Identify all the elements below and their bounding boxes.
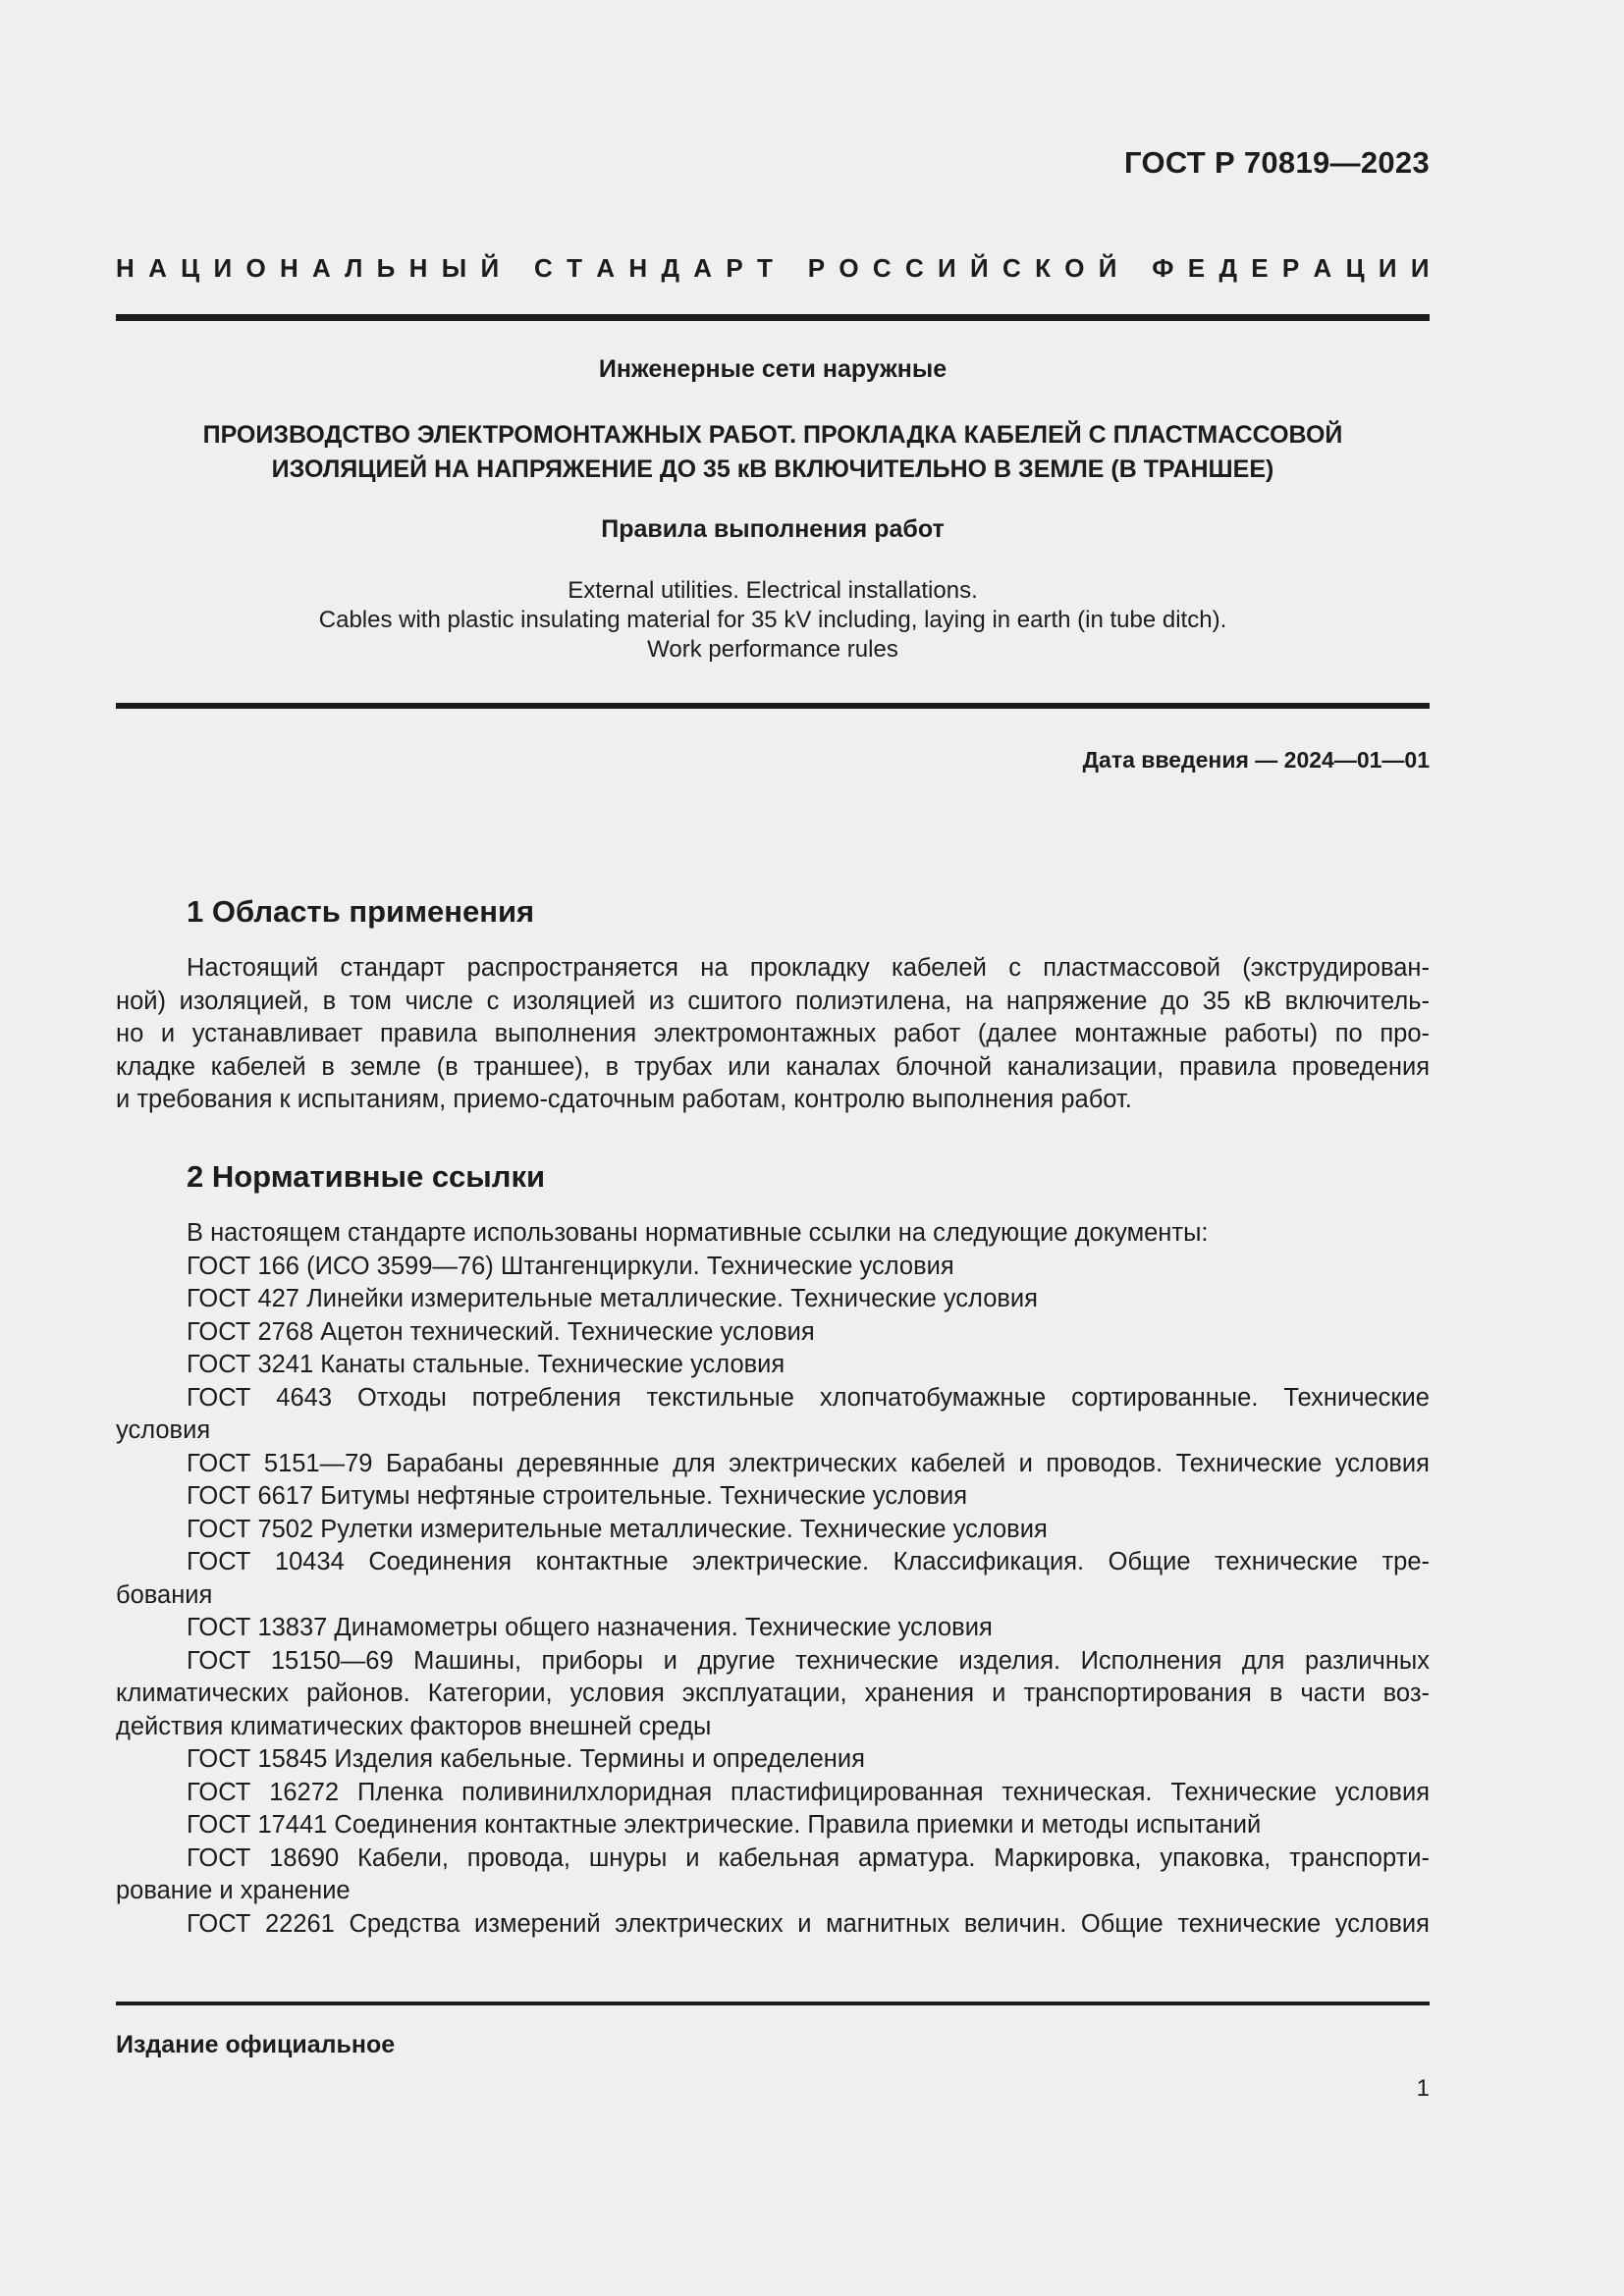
banner-letter: Й bbox=[970, 253, 989, 283]
banner-letter: И bbox=[1378, 253, 1397, 283]
reference-line: ГОСТ 16272 Пленка поливинилхлоридная пластифицированная техническая. Технические условия bbox=[187, 1778, 1430, 1806]
banner-letter: Е bbox=[1187, 253, 1206, 283]
banner-letter: Ф bbox=[1152, 253, 1174, 283]
reference-line: ГОСТ 22261 Средства измерений электрических и магнитных величин. Общие технические условия bbox=[187, 1909, 1430, 1938]
reference-line: ГОСТ 15150—69 Машины, приборы и другие технические изделия. Исполнения для различных bbox=[187, 1646, 1430, 1675]
reference-line: ГОСТ 17441 Соединения контактные электрические. Правила приемки и методы испытаний bbox=[187, 1811, 1262, 1839]
banner-letter: А bbox=[312, 253, 331, 283]
banner-space bbox=[513, 253, 519, 284]
paragraph-line: но и устанавливает правила выполнения электромонтажных работ (далее монтажные работы) по про- bbox=[116, 1020, 1430, 1047]
english-title-line: Work performance rules bbox=[647, 636, 898, 663]
banner-letter: С bbox=[872, 253, 892, 283]
banner-letter: Т bbox=[756, 253, 773, 283]
reference-line: ГОСТ 166 (ИСО 3599—76) Штангенциркули. Технические условия bbox=[187, 1252, 954, 1280]
reference-line: условия bbox=[116, 1416, 211, 1444]
banner-letter: Н bbox=[408, 253, 428, 283]
reference-line: действия климатических факторов внешней среды bbox=[116, 1712, 712, 1740]
paragraph-line: Настоящий стандарт распространяется на прокладку кабелей с пластмассовой (экструдирован- bbox=[187, 954, 1430, 982]
banner-letter: К bbox=[1035, 253, 1051, 283]
document-page bbox=[116, 0, 1430, 2296]
paragraph-line: ной) изоляцией, в том числе с изоляцией из сшитого полиэтилена, на напряжение до 35 кВ включитель- bbox=[116, 987, 1430, 1015]
banner-letter: И bbox=[938, 253, 956, 283]
reference-line: бования bbox=[116, 1580, 213, 1609]
banner-letter: Ь bbox=[376, 253, 396, 283]
banner-letter: О bbox=[245, 253, 266, 283]
reference-line: ГОСТ 2768 Ацетон технический. Технические условия bbox=[187, 1317, 815, 1346]
banner-letter: Ц bbox=[1345, 253, 1365, 283]
reference-line: ГОСТ 10434 Соединения контактные электрические. Классификация. Общие технические тре- bbox=[187, 1548, 1430, 1575]
reference-line: ГОСТ 3241 Канаты стальные. Технические условия bbox=[187, 1351, 785, 1378]
reference-line: ГОСТ 18690 Кабели, провода, шнуры и кабельная арматура. Маркировка, упаковка, транспорти- bbox=[187, 1843, 1430, 1872]
banner-letter: О bbox=[1064, 253, 1085, 283]
normative-references-list bbox=[116, 1217, 1430, 1941]
reference-line: ГОСТ 7502 Рулетки измерительные металлические. Технические условия bbox=[187, 1515, 1048, 1543]
banner-letter: Д bbox=[1218, 253, 1237, 283]
reference-line: климатических районов. Категории, условия эксплуатации, хранения и транспортирования в части воз- bbox=[116, 1680, 1430, 1707]
banner-space bbox=[1131, 253, 1138, 284]
banner-letter: А bbox=[148, 253, 167, 283]
section-1-heading: 1 Область применения bbox=[187, 894, 535, 929]
english-title bbox=[116, 576, 1430, 665]
section-1-paragraph bbox=[116, 952, 1430, 1117]
introduction-date: Дата введения — 2024—01—01 bbox=[1082, 747, 1430, 773]
banner-letter: Ц bbox=[181, 253, 200, 283]
banner-letter: Ы bbox=[441, 253, 467, 283]
top-divider bbox=[116, 314, 1430, 321]
banner-letter: Р bbox=[726, 253, 743, 283]
paragraph-line: кладке кабелей в земле (в траншее), в трубах или каналах блочной канализации, правила проведения bbox=[116, 1052, 1430, 1081]
reference-line: ГОСТ 15845 Изделия кабельные. Термины и определения bbox=[187, 1745, 865, 1773]
banner-letter: Д bbox=[661, 253, 679, 283]
reference-line: ГОСТ 6617 Битумы нефтяные строительные. Технические условия bbox=[187, 1482, 968, 1510]
document-title-line: ИЗОЛЯЦИЕЙ НА НАПРЯЖЕНИЕ ДО 35 кВ ВКЛЮЧИТЕЛЬНО В ЗЕМЛЕ (В ТРАНШЕЕ) bbox=[271, 455, 1274, 483]
banner-space bbox=[786, 253, 793, 284]
banner-letter: Н bbox=[279, 253, 298, 283]
banner-letter: Е bbox=[1251, 253, 1269, 283]
national-standard-banner bbox=[116, 253, 1430, 284]
banner-letter: С bbox=[534, 253, 553, 283]
reference-line: ГОСТ 13837 Динамометры общего назначения. Технические условия bbox=[187, 1614, 993, 1641]
document-title-line: ПРОИЗВОДСТВО ЭЛЕКТРОМОНТАЖНЫХ РАБОТ. ПРОКЛАДКА КАБЕЛЕЙ С ПЛАСТМАССОВОЙ bbox=[202, 421, 1343, 449]
banner-letter: С bbox=[904, 253, 924, 283]
document-subtitle: Правила выполнения работ bbox=[601, 515, 945, 543]
document-category: Инженерные сети наружные bbox=[598, 355, 947, 383]
banner-letter: Л bbox=[345, 253, 363, 283]
reference-line: В настоящем стандарте использованы нормативные ссылки на следующие документы: bbox=[187, 1219, 1209, 1247]
banner-letter: О bbox=[839, 253, 859, 283]
banner-letter: Й bbox=[480, 253, 500, 283]
banner-letter: С bbox=[1002, 253, 1021, 283]
banner-letter: Р bbox=[1281, 253, 1300, 283]
document-code: ГОСТ Р 70819—2023 bbox=[1124, 145, 1430, 180]
banner-letter: Н bbox=[116, 253, 135, 283]
banner-letter: И bbox=[213, 253, 233, 283]
page-number: 1 bbox=[1416, 2075, 1430, 2102]
banner-letter: А bbox=[1313, 253, 1332, 283]
section-2-heading: 2 Нормативные ссылки bbox=[187, 1159, 546, 1194]
official-edition-label: Издание официальное bbox=[116, 2031, 396, 2058]
reference-line: рование и хранение bbox=[116, 1877, 351, 1904]
paragraph-line: и требования к испытаниям, приемо-сдаточным работам, контролю выполнения работ. bbox=[116, 1086, 1132, 1113]
banner-letter: Й bbox=[1098, 253, 1117, 283]
banner-letter: Т bbox=[567, 253, 582, 283]
banner-letter: А bbox=[596, 253, 616, 283]
english-title-line: External utilities. Electrical installations. bbox=[568, 577, 978, 604]
banner-letter: И bbox=[1410, 253, 1430, 283]
reference-line: ГОСТ 4643 Отходы потребления текстильные хлопчатобумажные сортированные. Технические bbox=[187, 1383, 1430, 1412]
title-divider bbox=[116, 703, 1430, 709]
footer-divider bbox=[116, 2002, 1430, 2005]
reference-line: ГОСТ 5151—79 Барабаны деревянные для электрических кабелей и проводов. Технические условия bbox=[187, 1449, 1430, 1477]
banner-letter: Р bbox=[807, 253, 826, 283]
banner-letter: Н bbox=[628, 253, 648, 283]
document-title bbox=[116, 418, 1430, 487]
reference-line: ГОСТ 427 Линейки измерительные металлические. Технические условия bbox=[187, 1285, 1038, 1312]
english-title-line: Cables with plastic insulating material for 35 kV including, laying in earth (in tube ditch). bbox=[318, 607, 1227, 633]
banner-letter: А bbox=[693, 253, 713, 283]
